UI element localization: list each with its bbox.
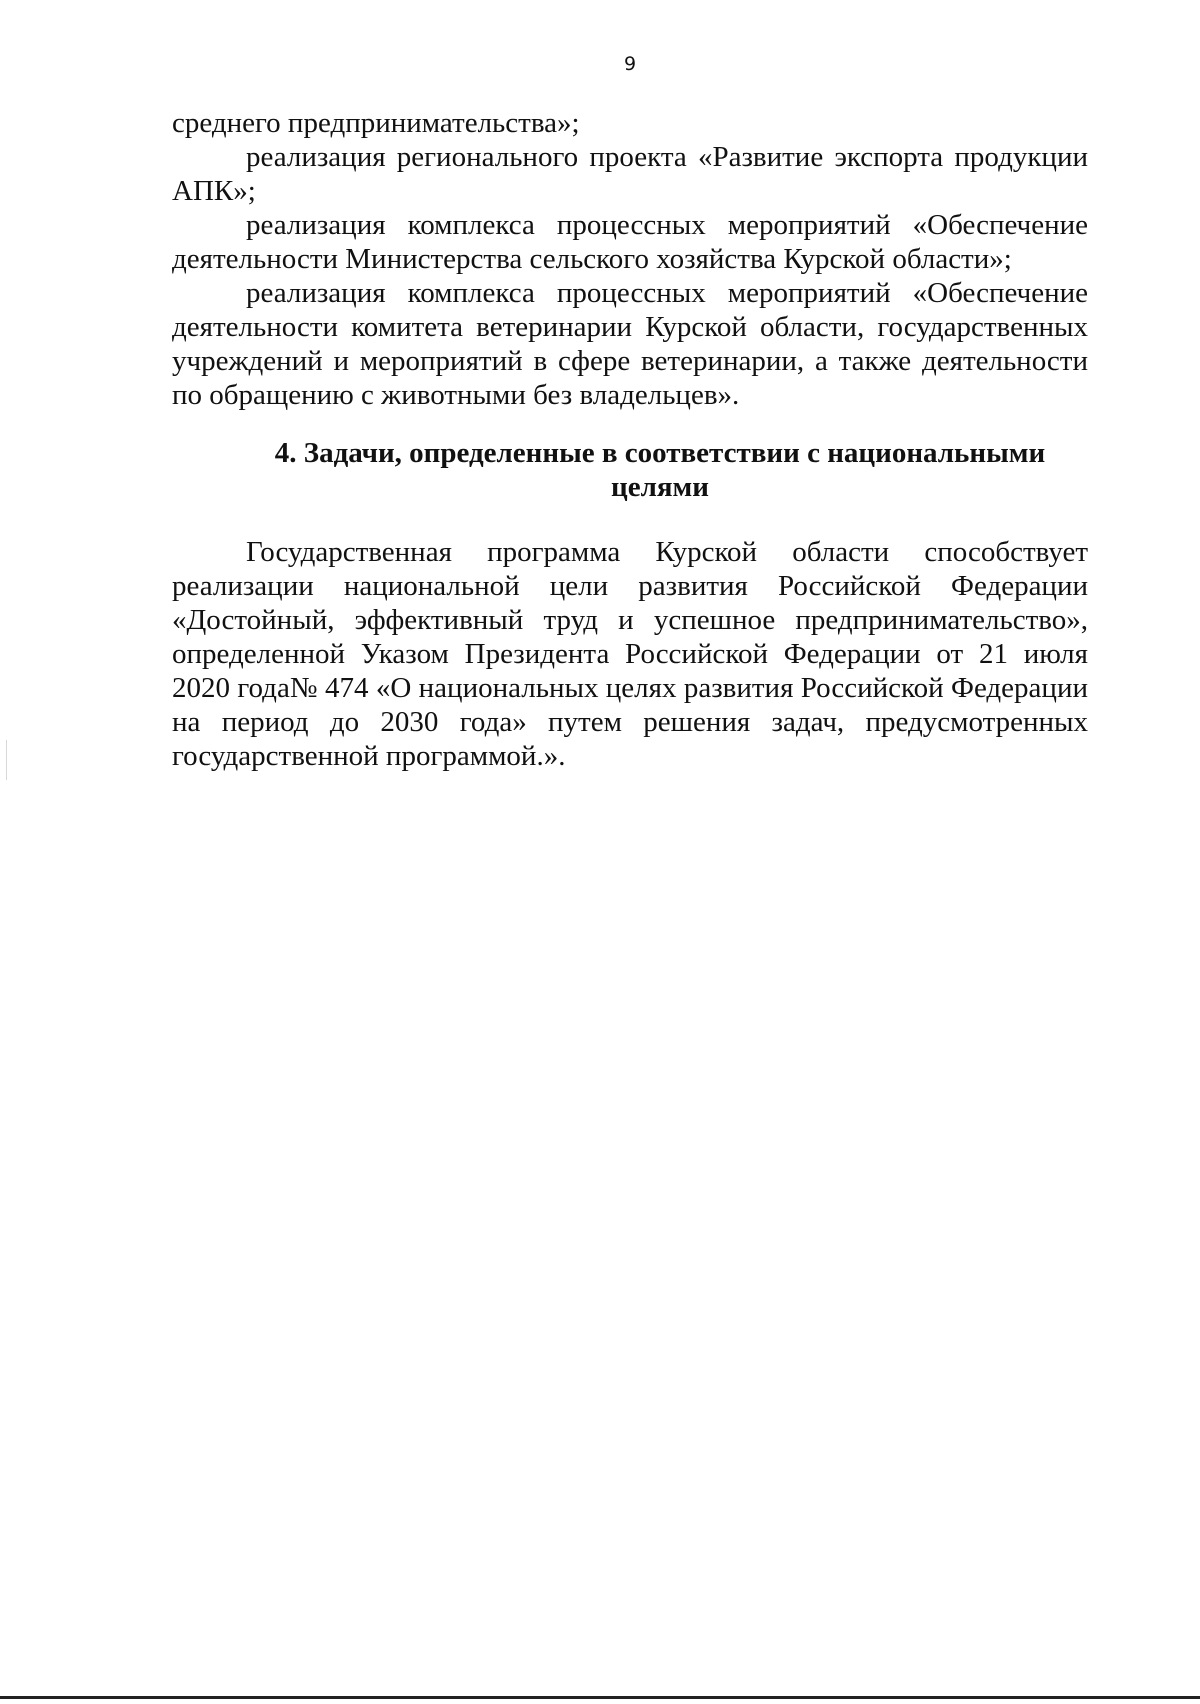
paragraph-veterinary-activities: реализация комплекса процессных мероприятий «Обеспечение деятельности комитета ветеринарии Курской области, государственных учреждений и мероприятий в сфере ветеринарии, а также деятельности по обращению с животными без владельцев».: [172, 277, 1088, 411]
page-number: 9: [623, 53, 637, 75]
paragraphs-top: [172, 106, 1088, 412]
paragraph-continuation: среднего предпринимательства»;: [172, 107, 580, 139]
section-heading: 4. Задачи, определенные в соответствии с национальными целями: [274, 437, 1046, 503]
paragraphs-bottom: [172, 535, 1088, 773]
scan-bottom-border: [0, 1696, 1200, 1699]
paragraph-export-project: реализация регионального проекта «Развитие экспорта продукции АПК»;: [172, 141, 1088, 207]
scan-edge-mark: [6, 740, 7, 780]
paragraph-national-goals: Государственная программа Курской области способствует реализации национальной цели развития Российской Федерации «Достойный, эффективный труд и успешное предпринимательство», определенной Указом Президента Российской Федерации от 21 июля 2020 года№ 474 «О национальных целях развития Российской Федерации на период до 2030 года» путем решения задач, предусмотренных государственной программой.».: [172, 536, 1088, 772]
paragraph-ministry-activities: реализация комплекса процессных мероприятий «Обеспечение деятельности Министерства сельского хозяйства Курской области»;: [172, 209, 1088, 275]
